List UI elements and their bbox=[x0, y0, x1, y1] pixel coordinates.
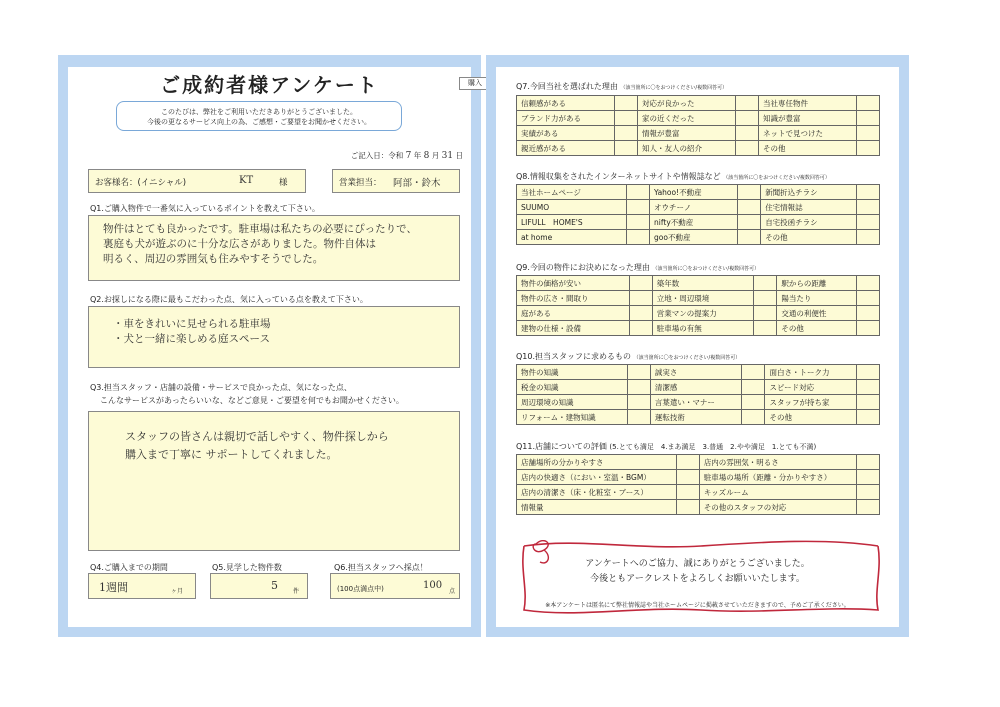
customer-label: お客様名：(イニシャル) bbox=[95, 178, 187, 188]
q7-checkbox[interactable] bbox=[857, 111, 880, 126]
q11-label bbox=[516, 441, 816, 452]
q8-checkbox[interactable] bbox=[857, 185, 880, 200]
q8-option: Yahoo!不動産 bbox=[650, 185, 738, 200]
q7-option: ネットで見つけた bbox=[759, 126, 857, 141]
table-row bbox=[517, 455, 880, 470]
q8-checkbox[interactable] bbox=[857, 200, 880, 215]
q9-label bbox=[516, 262, 759, 273]
q7-checkbox[interactable] bbox=[736, 141, 759, 156]
q3-answer-box[interactable] bbox=[88, 411, 460, 551]
q10-checkbox[interactable] bbox=[627, 410, 650, 425]
staff-field[interactable] bbox=[332, 169, 460, 193]
q6-note: (100点満点中) bbox=[337, 585, 384, 593]
q10-option: 誠実さ bbox=[650, 365, 742, 380]
table-row bbox=[517, 185, 880, 200]
q6-answer-box[interactable] bbox=[330, 573, 460, 599]
date-month-unit: 月 bbox=[431, 151, 440, 160]
q10-option: リフォーム・建物知識 bbox=[517, 410, 628, 425]
q8-checkbox[interactable] bbox=[627, 215, 650, 230]
q11-item: 駐車場の場所（距離・分かりやすさ） bbox=[699, 470, 856, 485]
date-month[interactable]: 8 bbox=[423, 151, 430, 161]
q5-answer-box[interactable] bbox=[210, 573, 308, 599]
q7-option: 知識が豊富 bbox=[759, 111, 857, 126]
q9-checkbox[interactable] bbox=[629, 306, 652, 321]
q10-checkbox[interactable] bbox=[742, 410, 765, 425]
q2-label: Q2.お探しになる際に最もこだわった点、気に入っている点を教えて下さい。 bbox=[90, 295, 368, 304]
q2-answer-line: ・車をきれいに見せられる駐車場 bbox=[113, 318, 271, 330]
q9-checkbox[interactable] bbox=[857, 321, 880, 336]
staff-label: 営業担当： bbox=[339, 178, 382, 188]
q9-checkbox[interactable] bbox=[629, 321, 652, 336]
q4-label: Q4.ご購入までの期間 bbox=[90, 563, 168, 572]
q11-table bbox=[516, 454, 880, 515]
q5-label: Q5.見学した物件数 bbox=[212, 563, 282, 572]
q1-answer-box[interactable] bbox=[88, 215, 460, 281]
q8-option: at home bbox=[517, 230, 627, 245]
q9-option: 立地・周辺環境 bbox=[652, 291, 754, 306]
q9-checkbox[interactable] bbox=[857, 306, 880, 321]
q1-answer-line: 明るく、周辺の雰囲気も住みやすそうでした。 bbox=[103, 253, 324, 265]
q7-checkbox[interactable] bbox=[615, 126, 638, 141]
q9-table bbox=[516, 275, 880, 336]
q4-unit: ヶ月 bbox=[171, 588, 184, 595]
q7-label bbox=[516, 81, 727, 92]
q8-hint: （該当箇所に〇をおつけください/複数回答可） bbox=[723, 175, 830, 181]
q8-option: 自宅投函チラシ bbox=[761, 215, 857, 230]
q7-option: 信頼感がある bbox=[517, 96, 615, 111]
q10-checkbox[interactable] bbox=[857, 380, 880, 395]
date-label: ご記入日：令和 bbox=[350, 151, 404, 160]
table-row bbox=[517, 230, 880, 245]
q7-checkbox[interactable] bbox=[615, 96, 638, 111]
q3-answer-line: スタッフの皆さんは親切で話しやすく、物件探しから bbox=[125, 430, 389, 443]
q8-option: SUUMO bbox=[517, 200, 627, 215]
q11-item: 情報量 bbox=[517, 500, 677, 515]
q8-option: 住宅情報誌 bbox=[761, 200, 857, 215]
q8-checkbox[interactable] bbox=[738, 215, 761, 230]
q3-label-2: こんなサービスがあったらいいな、などご意見・ご要望を何でもお聞かせください。 bbox=[100, 396, 404, 405]
q10-option: スタッフが持ち家 bbox=[765, 395, 857, 410]
q7-option: 当社専任物件 bbox=[759, 96, 857, 111]
q7-option: 親近感がある bbox=[517, 141, 615, 156]
table-row bbox=[517, 485, 880, 500]
table-row bbox=[517, 321, 880, 336]
q7-checkbox[interactable] bbox=[736, 96, 759, 111]
q10-label bbox=[516, 351, 740, 362]
q3-answer-line: 購入まで丁寧に サポートしてくれました。 bbox=[125, 448, 338, 461]
q7-option: 対応が良かった bbox=[638, 96, 736, 111]
table-row bbox=[517, 276, 880, 291]
q10-option: 運転技術 bbox=[650, 410, 742, 425]
q6-value[interactable]: 100 bbox=[423, 580, 443, 591]
q11-rating-box[interactable] bbox=[676, 500, 699, 515]
q11-title: Q11.店舗についての評価 bbox=[516, 442, 607, 451]
q11-item: 店内の雰囲気・明るさ bbox=[699, 455, 856, 470]
q4-answer-box[interactable] bbox=[88, 573, 196, 599]
q8-option: 新聞折込チラシ bbox=[761, 185, 857, 200]
q9-option: その他 bbox=[777, 321, 857, 336]
q1-answer-line: 物件はとても良かったです。駐車場は私たちの必要にぴったりで、 bbox=[103, 223, 417, 235]
q11-item: 店内の清潔さ（床・化粧室・ブース） bbox=[517, 485, 677, 500]
q7-checkbox[interactable] bbox=[857, 126, 880, 141]
q1-answer-line: 裏庭も犬が遊ぶのに十分な広さがありました。物件自体は bbox=[103, 238, 376, 250]
q10-checkbox[interactable] bbox=[742, 365, 765, 380]
q3-answer bbox=[125, 428, 389, 464]
q11-item: キッズルーム bbox=[699, 485, 856, 500]
q8-option: goo不動産 bbox=[650, 230, 738, 245]
right-page bbox=[496, 67, 899, 627]
q9-hint: （該当箇所に〇をおつけください/複数回答可） bbox=[652, 266, 760, 272]
q1-label: Q1.ご購入物件で一番気に入っているポイントを教えて下さい。 bbox=[90, 204, 320, 213]
q7-option: 実績がある bbox=[517, 126, 615, 141]
q7-option: ブランド力がある bbox=[517, 111, 615, 126]
q10-title: Q10.担当スタッフに求めるもの bbox=[516, 352, 632, 361]
q9-checkbox[interactable] bbox=[629, 276, 652, 291]
q6-unit: 点 bbox=[449, 588, 456, 595]
q8-checkbox[interactable] bbox=[627, 185, 650, 200]
q8-checkbox[interactable] bbox=[857, 230, 880, 245]
table-row bbox=[517, 126, 880, 141]
q8-checkbox[interactable] bbox=[627, 230, 650, 245]
q11-rating-box[interactable] bbox=[676, 455, 699, 470]
customer-name-field[interactable] bbox=[88, 169, 306, 193]
q7-option: その他 bbox=[759, 141, 857, 156]
q10-option: その他 bbox=[765, 410, 857, 425]
q10-checkbox[interactable] bbox=[742, 395, 765, 410]
q5-value[interactable]: 5 bbox=[271, 579, 278, 592]
q9-checkbox[interactable] bbox=[629, 291, 652, 306]
q6-label: Q6.担当スタッフへ採点！ bbox=[334, 563, 428, 572]
right-page-frame bbox=[486, 55, 909, 637]
table-row bbox=[517, 470, 880, 485]
q2-answer-box[interactable] bbox=[88, 306, 460, 368]
date-year-unit: 年 bbox=[413, 151, 422, 160]
entry-date bbox=[351, 150, 463, 161]
q10-checkbox[interactable] bbox=[627, 395, 650, 410]
q9-option: 営業マンの提案力 bbox=[652, 306, 754, 321]
date-day[interactable]: 31 bbox=[441, 151, 454, 161]
q2-answer-line: ・犬と一緒に楽しめる庭スペース bbox=[113, 333, 270, 345]
q8-option: 当社ホームページ bbox=[517, 185, 627, 200]
customer-suffix: 様 bbox=[279, 178, 288, 188]
thanks-message bbox=[496, 557, 899, 587]
q9-option: 庭がある bbox=[517, 306, 630, 321]
q7-option: 家の近くだった bbox=[638, 111, 736, 126]
q10-checkbox[interactable] bbox=[857, 365, 880, 380]
q8-checkbox[interactable] bbox=[738, 200, 761, 215]
purchase-tag: 購入 bbox=[459, 77, 491, 90]
q2-answer bbox=[113, 317, 271, 347]
q7-checkbox[interactable] bbox=[857, 96, 880, 111]
q9-option: 物件の広さ・間取り bbox=[517, 291, 630, 306]
q8-option: オウチーノ bbox=[650, 200, 738, 215]
staff-name[interactable]: 阿部・鈴木 bbox=[393, 178, 441, 189]
intro-line-2: 今後の更なるサービス向上の為、ご感想・ご要望をお聞かせください。 bbox=[147, 118, 371, 126]
q9-option: 陽当たり bbox=[777, 291, 857, 306]
footnote: ※本アンケートは匿名にて弊社情報誌や当社ホームページに掲載させていただきますので、予めご了承ください。 bbox=[545, 602, 850, 609]
q8-option: LIFULL HOME'S bbox=[517, 215, 627, 230]
q9-checkbox[interactable] bbox=[857, 276, 880, 291]
q10-checkbox[interactable] bbox=[857, 395, 880, 410]
q9-checkbox[interactable] bbox=[754, 321, 777, 336]
q7-table bbox=[516, 95, 880, 156]
q9-checkbox[interactable] bbox=[754, 306, 777, 321]
q11-rating-box[interactable] bbox=[857, 485, 880, 500]
q8-checkbox[interactable] bbox=[627, 200, 650, 215]
q7-checkbox[interactable] bbox=[736, 126, 759, 141]
q11-rating-box[interactable] bbox=[676, 470, 699, 485]
q11-rating-box[interactable] bbox=[857, 500, 880, 515]
table-row bbox=[517, 306, 880, 321]
q7-checkbox[interactable] bbox=[615, 141, 638, 156]
q9-option: 物件の価格が安い bbox=[517, 276, 630, 291]
q7-hint: （該当箇所に〇をおつけください/複数回答可） bbox=[620, 85, 728, 91]
intro-box bbox=[116, 101, 402, 131]
table-row bbox=[517, 410, 880, 425]
q9-checkbox[interactable] bbox=[754, 276, 777, 291]
q7-checkbox[interactable] bbox=[857, 141, 880, 156]
q9-checkbox[interactable] bbox=[857, 291, 880, 306]
table-row bbox=[517, 200, 880, 215]
q9-option: 交通の利便性 bbox=[777, 306, 857, 321]
left-page-frame bbox=[58, 55, 481, 637]
table-row bbox=[517, 141, 880, 156]
q8-option: その他 bbox=[761, 230, 857, 245]
table-row bbox=[517, 395, 880, 410]
q9-option: 築年数 bbox=[652, 276, 754, 291]
table-row bbox=[517, 96, 880, 111]
q7-title: Q7.今回当社を選ばれた理由 bbox=[516, 82, 618, 91]
q10-option: 言葉遣い・マナー bbox=[650, 395, 742, 410]
q5-unit: 件 bbox=[293, 588, 300, 595]
q10-hint: （該当箇所に〇をおつけください/複数回答可） bbox=[633, 355, 741, 361]
q9-checkbox[interactable] bbox=[754, 291, 777, 306]
q1-answer bbox=[103, 222, 417, 267]
q4-value[interactable]: 1週間 bbox=[99, 581, 128, 594]
thanks-line-2: 今後ともアークレストをよろしくお願いいたします。 bbox=[590, 574, 805, 584]
date-year[interactable]: 7 bbox=[405, 151, 412, 161]
q10-checkbox[interactable] bbox=[627, 380, 650, 395]
q8-checkbox[interactable] bbox=[738, 185, 761, 200]
q11-item: 店舗場所の分かりやすさ bbox=[517, 455, 677, 470]
q7-option: 情報が豊富 bbox=[638, 126, 736, 141]
q7-checkbox[interactable] bbox=[736, 111, 759, 126]
q7-option: 知人・友人の紹介 bbox=[638, 141, 736, 156]
q11-rating-box[interactable] bbox=[857, 470, 880, 485]
table-row bbox=[517, 291, 880, 306]
q10-option: 清潔感 bbox=[650, 380, 742, 395]
table-row bbox=[517, 500, 880, 515]
q9-option: 駐車場の有無 bbox=[652, 321, 754, 336]
q10-option: 税金の知識 bbox=[517, 380, 628, 395]
q10-option: スピード対応 bbox=[765, 380, 857, 395]
q9-title: Q9.今回の物件にお決めになった理由 bbox=[516, 263, 650, 272]
q11-item: その他のスタッフの対応 bbox=[699, 500, 856, 515]
left-page bbox=[68, 67, 482, 627]
q8-label bbox=[516, 171, 830, 182]
q9-option: 建物の仕様・設備 bbox=[517, 321, 630, 336]
q10-checkbox[interactable] bbox=[742, 380, 765, 395]
q8-title: Q8.情報収集をされたインターネットサイトや情報誌など bbox=[516, 172, 721, 181]
q11-scale: (5.とても満足 4.まあ満足 3.普通 2.やや満足 1.とても不満) bbox=[609, 443, 817, 451]
thanks-line-1: アンケートへのご協力、誠にありがとうございました。 bbox=[585, 559, 810, 569]
q8-checkbox[interactable] bbox=[857, 215, 880, 230]
q8-table bbox=[516, 184, 880, 245]
table-row bbox=[517, 365, 880, 380]
q10-checkbox[interactable] bbox=[627, 365, 650, 380]
q8-checkbox[interactable] bbox=[738, 230, 761, 245]
q8-option: nifty不動産 bbox=[650, 215, 738, 230]
q11-rating-box[interactable] bbox=[857, 455, 880, 470]
table-row bbox=[517, 111, 880, 126]
q10-option: 周辺環境の知識 bbox=[517, 395, 628, 410]
q3-label-1: Q3.担当スタッフ・店舗の設備・サービスで良かった点、気になった点、 bbox=[90, 383, 352, 392]
customer-initials[interactable]: KT bbox=[239, 175, 254, 186]
q9-option: 駅からの距離 bbox=[777, 276, 857, 291]
intro-line-1: このたびは、弊社をご利用いただきありがとうございました。 bbox=[161, 108, 357, 116]
q11-item: 店内の快適さ（におい・室温・BGM） bbox=[517, 470, 677, 485]
q11-rating-box[interactable] bbox=[676, 485, 699, 500]
page-title: ご成約者様アンケート bbox=[160, 73, 379, 97]
q7-checkbox[interactable] bbox=[615, 111, 638, 126]
table-row bbox=[517, 215, 880, 230]
table-row bbox=[517, 380, 880, 395]
q10-table bbox=[516, 364, 880, 425]
q10-checkbox[interactable] bbox=[857, 410, 880, 425]
q10-option: 面白さ・トーク力 bbox=[765, 365, 857, 380]
date-day-unit: 日 bbox=[455, 151, 463, 160]
q10-option: 物件の知識 bbox=[517, 365, 628, 380]
